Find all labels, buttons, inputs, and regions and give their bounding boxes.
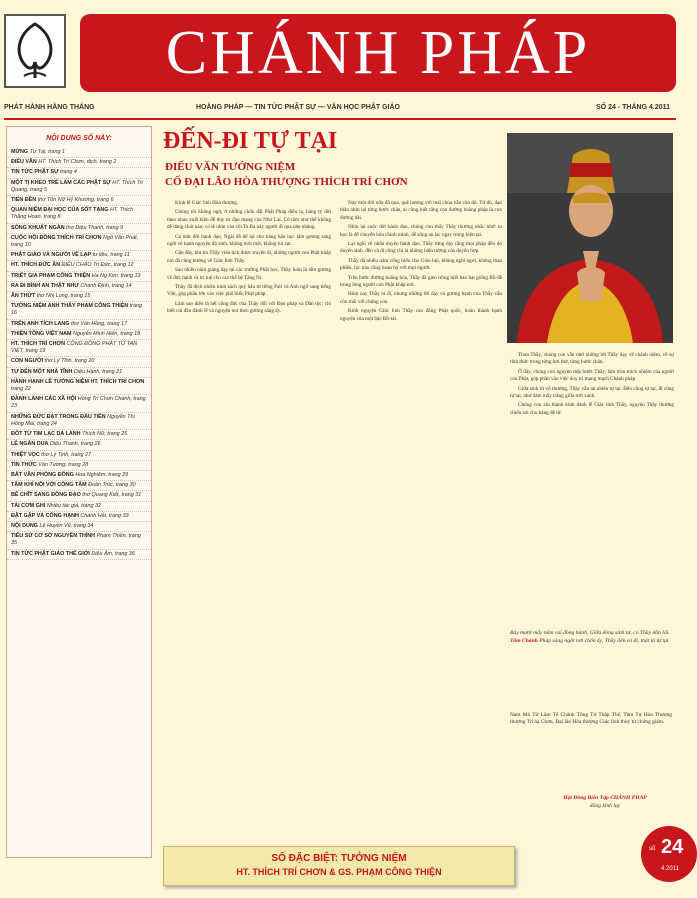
toc-item-title: TÀI CƠM GHI bbox=[11, 502, 46, 509]
signature-block bbox=[540, 795, 670, 810]
toc-item bbox=[7, 368, 151, 378]
toc-item-title: QUAN NIỆM ĐẠI HỌC CỦA SỐT TẠNG bbox=[11, 207, 109, 214]
subheader-left: PHÁT HÀNH HẰNG THÁNG bbox=[4, 104, 95, 111]
toc-item bbox=[7, 413, 151, 430]
article-paragraph: Kính lễ Giác linh Hòa thượng. bbox=[175, 200, 239, 206]
toc-item bbox=[7, 512, 151, 522]
toc-item-detail: Nhiều tác giả, trang 32 bbox=[46, 502, 101, 509]
toc-item-title: MỘT TỊ KHEO TRẺ LÀM CÁC PHẬT SỰ bbox=[11, 179, 111, 186]
toc-item-title: PHẬT GIÁO VÀ NGƯỜI VỀ LẠP bbox=[11, 252, 92, 259]
article-paragraph: Thầy đã dịch nhiều kinh sách quý báu từ tiếng Pali và Anh ngữ sang tiếng Việt, góp phần lớn vào việc phổ biến Phật pháp. bbox=[167, 284, 331, 298]
toc-item bbox=[7, 532, 151, 549]
article-paragraph: Hôm nay Thầy ra đi, nhưng những lời dạy và gương hạnh của Thầy vẫn còn mãi với chúng con. bbox=[340, 291, 502, 305]
article-paragraph: Chúng con xin thành kính đảnh lễ Giác linh Thầy, nguyện Thầy thường chiếu soi cho hàng đệ tử. bbox=[510, 402, 674, 416]
toc-item bbox=[7, 440, 151, 450]
toc-item-title: SÓNG KHUẤT NGÀN bbox=[11, 224, 65, 231]
toc-item-title: NỘI DUNG bbox=[11, 522, 38, 529]
toc-item bbox=[7, 272, 151, 282]
toc-item-detail: Nguyễn Minh Hiển, trang 18 bbox=[73, 330, 141, 337]
toc-item bbox=[7, 196, 151, 206]
toc-item-detail: Hồng Trí Chơn Chánh, trang 23 bbox=[11, 396, 146, 410]
verse-text: Bảy mươi mấy năm vui đồng hành, Giữa dòng sinh tử, có Thầy dẫn lối. Tâm Chánh Pháp sáng ngời nơi chốn ấy, Thầy đến và đi, thật là tự tại. bbox=[510, 630, 670, 644]
masthead bbox=[80, 14, 676, 92]
toc-item-title: HÀNH HẠNH LỄ TƯỞNG NIỆM HT. THÍCH TRÍ CHƠN bbox=[11, 378, 145, 385]
toc-item-title: TIN TỨC PHẬT SỰ bbox=[11, 169, 59, 176]
toc-item bbox=[7, 330, 151, 340]
toc-item-detail: HT. Thích Thắng Hoan, trang 8 bbox=[11, 207, 134, 221]
toc-item bbox=[7, 357, 151, 367]
issue-number: 24 bbox=[661, 836, 684, 858]
article-column-2 bbox=[340, 200, 502, 840]
toc-item-detail: thơ Lý Tịnh, trang 27 bbox=[41, 451, 91, 458]
toc-item bbox=[7, 491, 151, 501]
toc-item-detail: Ha Ng Kim, trang 13 bbox=[91, 272, 141, 279]
article-column-1 bbox=[167, 200, 331, 840]
toc-item-detail: Nguyễn Thị Hồng Mai, trang 24 bbox=[11, 413, 135, 427]
toc-item bbox=[7, 320, 151, 330]
toc-item bbox=[7, 292, 151, 302]
toc-item bbox=[7, 461, 151, 471]
toc-item-detail: Diệu Thanh, trang 26 bbox=[49, 441, 101, 448]
toc-item-detail: thơ Diệu Thanh, trang 9 bbox=[66, 224, 124, 231]
toc-item-title: ĐỐT TỪ TIM LẠC DA LÀNH bbox=[11, 431, 81, 438]
toc-item-detail: thơ Quang Kiết, trang 31 bbox=[82, 492, 142, 499]
banner-line-2: HT. THÍCH TRÍ CHƠN & GS. PHẠM CÔNG THIỆN bbox=[236, 867, 442, 877]
article-headline: ĐẾN-ĐI TỰ TẠI bbox=[163, 128, 338, 154]
toc-item-title: CUỘC HỘI ĐỒNG THÍCH TRÍ CHƠN bbox=[11, 234, 102, 241]
toc-item bbox=[7, 395, 151, 412]
article-paragraph: Nay một đời nữa đã qua, quê hương với mái chùa vẫn còn đó. Từ đó, đạo thân nhìn lại từng bước chân, ai cũng biết rằng con đường hoằng pháp là con đường dài. bbox=[340, 200, 502, 221]
article-paragraph: Cả một đời hành đạo, Ngài đã để lại cho hàng hậu học tấm gương sáng ngời về hạnh nguyện độ sinh, không mỏi mệt, không lui sụt. bbox=[167, 233, 331, 248]
subheader-center: HOẰNG PHÁP — TIN TỨC PHẬT SỰ — VĂN HỌC PHẬT GIÁO bbox=[196, 104, 400, 111]
article-paragraph: Gần đây, khi tin Thầy viên tịch được truyền đi, những người con Phật khắp nơi đã cùng hướng về Giác linh Thầy. bbox=[167, 250, 331, 264]
toc-item bbox=[7, 550, 151, 560]
toc-item bbox=[7, 158, 151, 168]
subhead-line-2: CỐ ĐẠI LÃO HÒA THƯỢNG THÍCH TRÍ CHƠN bbox=[165, 176, 408, 188]
toc-item bbox=[7, 471, 151, 481]
toc-item-detail: thơ Tôn Nữ Hỷ Khương, trang 6 bbox=[37, 197, 114, 204]
toc-item bbox=[7, 481, 151, 491]
special-issue-banner bbox=[163, 846, 515, 886]
toc-item-title: TƯ ĐẾN MỘT NHÀ TĨNH bbox=[11, 368, 73, 375]
toc-item-detail: Vân Tường, trang 28 bbox=[38, 461, 89, 468]
article-paragraph: Làm sao diễn tả hết công đức của Thầy đối với Đạo pháp và Dân tộc; chỉ biết cúi đầu đảnh lễ và nguyện noi theo gương sáng ấy. bbox=[167, 300, 331, 315]
toc-item bbox=[7, 148, 151, 158]
toc-item-title: NHỮNG ĐỨC ĐẠT TRONG ĐẦU TIÊN bbox=[11, 413, 106, 420]
article-paragraph: Trên bước đường hoằng hóa, Thầy đã gieo trồng biết bao hạt giống Bồ-đề trong lòng người con Phật khắp nơi. bbox=[340, 274, 502, 289]
toc-item-detail: thơ Vân Hồng, trang 17 bbox=[71, 320, 128, 327]
toc-item-title: THIỀN TÔNG VIỆT NAM bbox=[11, 330, 72, 337]
toc-item bbox=[7, 340, 151, 357]
toc-item bbox=[7, 234, 151, 251]
toc-item bbox=[7, 522, 151, 532]
toc-item-title: RA ĐI BÌNH AN THẬT NHƯ bbox=[11, 282, 79, 289]
toc-item-detail: Chánh Hải, trang 33 bbox=[80, 512, 129, 519]
issue-number-badge bbox=[641, 826, 697, 882]
toc-item bbox=[7, 168, 151, 178]
toc-item-detail: Diệu Âm, trang 36 bbox=[91, 550, 135, 557]
article-paragraph: Ở đây, chúng con nguyện tiếp bước Thầy, làm tròn trách nhiệm của người con Phật, góp phần vào việc duy trì mạng mạch Chánh pháp. bbox=[510, 368, 674, 383]
toc-item-detail: Thích Nữ, trang 25 bbox=[82, 431, 128, 438]
toc-item-detail: trang 22 bbox=[11, 386, 31, 393]
subhead-line-1: ĐIẾU VĂN TƯỞNG NIỆM bbox=[165, 161, 296, 173]
banner-line-1: SỐ ĐẶC BIỆT: TƯỞNG NIỆM bbox=[271, 853, 407, 864]
toc-item-detail: CỘNG ĐỒNG PHẬT TỬ TAN VIỆT, trang 19 bbox=[11, 341, 138, 355]
toc-item bbox=[7, 224, 151, 234]
article-column-3 bbox=[510, 352, 674, 622]
article-subheadline bbox=[165, 160, 408, 190]
toc-item-title: TƯỞNG NIỆM ANH THẦY PHẠM CÔNG THIỆN bbox=[11, 303, 129, 310]
toc-heading: NỘI DUNG SỐ NÀY: bbox=[46, 135, 112, 142]
toc-item-title: HT. THÍCH ĐỨC ÂN bbox=[11, 262, 61, 269]
article-paragraph: Lại nghĩ về nhân duyên hành đạo, Thầy từng dạy rằng mọi pháp đều do duyên sinh, đến và đi cũng chỉ là những hiện tượng của duyên hợp. bbox=[340, 241, 502, 255]
toc-item-title: TRIẾT GIA PHẠM CÔNG THIỆN bbox=[11, 272, 91, 279]
article-paragraph: Giữa sinh tử vô thường, Thầy vẫn an nhiên tự tại. Đến cũng tự tại, đi cũng tự tại, như đám mây trắng giữa trời xanh. bbox=[510, 385, 674, 400]
toc-item bbox=[7, 251, 151, 261]
toc-item-title: MỪNG bbox=[11, 149, 29, 155]
toc-item-detail: trang 16 bbox=[11, 303, 142, 317]
toc-item-title: BÊ CHĨT SANG ĐỒNG ĐẠO bbox=[11, 492, 81, 499]
toc-list bbox=[7, 148, 151, 560]
toc-item-detail: Lệ Huyền Vũ, trang 34 bbox=[39, 522, 94, 529]
toc-item-detail: ĐIẾU CHÁO Trí Đức, trang 12 bbox=[61, 262, 134, 269]
toc-item-title: HT. THÍCH TRÍ CHƠN bbox=[11, 341, 66, 348]
toc-item-title: TIN THỨC bbox=[11, 461, 37, 468]
toc-item-detail: Đoàn Trúc, trang 30 bbox=[88, 482, 136, 489]
signature-org: Hội Đồng Biên Tập CHÁNH PHÁP bbox=[563, 795, 647, 801]
toc-item bbox=[7, 206, 151, 223]
toc-item-detail: Tự Tại, trang 1 bbox=[29, 149, 66, 155]
toc-item-detail: Hoa Nghiêm, trang 29 bbox=[75, 471, 129, 478]
subheader-bar bbox=[0, 102, 680, 116]
issue-date: 4.2011 bbox=[661, 866, 679, 872]
toc-item-title: ĐÀNH LÀNH CÁC XÃ HỘI bbox=[11, 396, 77, 403]
logo bbox=[4, 14, 66, 88]
issue-info: SỐ 24 - THÁNG 4.2011 bbox=[596, 104, 670, 111]
article-paragraph: Kính nguyện Giác linh Thầy cao đăng Phật quốc, hoàn thành hạnh nguyện của một bậc Bồ-tát. bbox=[340, 308, 502, 322]
toc-item bbox=[7, 282, 151, 292]
toc-item-detail: thơ Lý Tĩnh, trang 20 bbox=[44, 358, 95, 365]
closing-prayer: Nam Mô Từ Lâm Tế Chánh Tông Tứ Thập Thế, Tâm Tự Hòa Thượng thượng Trí hạ Chơn, Đại lão Hòa thượng Giác linh thùy từ chứng giám. bbox=[510, 712, 672, 726]
toc-item-detail: trang 4 bbox=[60, 169, 77, 176]
toc-item bbox=[7, 179, 151, 196]
toc-item bbox=[7, 261, 151, 271]
article-paragraph: Thầy đã nhiều năm cống hiến cho Giáo hội, không nghỉ ngơi, không than phiền, lúc nào cũng hoan hỷ với mọi người. bbox=[340, 257, 502, 272]
masthead-title: CHÁNH PHÁP bbox=[165, 18, 591, 87]
table-of-contents bbox=[6, 126, 152, 858]
monk-portrait-photo bbox=[507, 133, 673, 343]
header-rule bbox=[4, 118, 676, 120]
toc-item-detail: HT. Thích Trí Chơn, dịch, trang 2 bbox=[38, 159, 117, 166]
memorial-verse bbox=[510, 630, 670, 645]
signature-note: đồng kính lạy bbox=[589, 802, 621, 809]
article-paragraph: Nhìn lại cuộc đời hành đạo, chúng con thấy Thầy thường nhắc nhở: tu học là để chuyển hóa chính mình, để sống an lạc ngay trong hiện tại. bbox=[340, 224, 502, 238]
toc-item-title: TRÊN ANH TÍCH LANG bbox=[11, 320, 70, 327]
issue-prefix: số bbox=[649, 846, 656, 852]
toc-item-title: CON NGƯỜI bbox=[11, 358, 44, 365]
toc-item-detail: Diệu Hạnh, trang 21 bbox=[73, 368, 123, 375]
article-paragraph: Thưa Thầy, chúng con vẫn nhớ những lời Thầy dạy về chánh niệm, về sự tỉnh thức trong từng hơi thở, từng bước chân. bbox=[510, 352, 674, 366]
toc-item-title: ĐIẾU VĂN bbox=[11, 159, 37, 166]
verse-highlight: Tâm Chánh bbox=[510, 637, 538, 644]
toc-item-title: TIỂN ĐỀN bbox=[11, 197, 37, 204]
toc-item bbox=[7, 430, 151, 440]
toc-item-title: TIN TỨC PHẬT GIÁO THẾ GIỚI bbox=[11, 550, 90, 557]
toc-item-title: TIÊU SỬ CƠ SỞ NGUYÊN THÍNH bbox=[11, 533, 96, 540]
toc-item-detail: Ngô Văn Phát, trang 10 bbox=[11, 234, 139, 249]
toc-item-detail: Phạm Thiên, trang 35 bbox=[11, 533, 141, 547]
toc-item-title: ĐẶT GẶP VÀ CÔNG HẠNH bbox=[11, 512, 79, 519]
toc-item bbox=[7, 451, 151, 461]
article-paragraph: Sau nhiều năm giảng dạy tại các trường Phật học, Thầy luôn là tấm gương về đức hạnh và trí tuệ cho các thế hệ Tăng Ni. bbox=[167, 267, 331, 281]
toc-item-title: THIỆT VỌC bbox=[11, 451, 40, 458]
toc-item-detail: HT. Thích Tri Quang, trang 5 bbox=[11, 179, 143, 193]
toc-item bbox=[7, 302, 151, 319]
toc-item-title: LỄ NGÀN DUA bbox=[11, 441, 49, 448]
toc-item bbox=[7, 378, 151, 395]
toc-item-detail: tư liệu, trang 11 bbox=[92, 252, 130, 259]
article-paragraph: Chúng tôi không ngờ, ở những chốn đất Phật Pháp điều lạ, hàng tỷ đời theo nhau xuất hiện để duy trì đạo mạng của Như Lai. Có tâm như thế không dễ dàng chút nào; có lẽ nhìn vào cõi Ta Bà này người đi qua nhẹ nhàng. bbox=[167, 209, 331, 231]
toc-item bbox=[7, 502, 151, 512]
toc-item-title: TÂM KHÍ NỘI VỚI CÔNG TÂM bbox=[11, 482, 87, 489]
toc-item-detail: Chánh Định, trang 14 bbox=[80, 282, 132, 289]
toc-item-detail: thơ Nhị Long, trang 15 bbox=[36, 293, 91, 300]
toc-item-title: BẮT VÂN PHÒNG ĐỒNG bbox=[11, 471, 74, 478]
toc-item-title: ĂN THỨT bbox=[11, 293, 36, 300]
